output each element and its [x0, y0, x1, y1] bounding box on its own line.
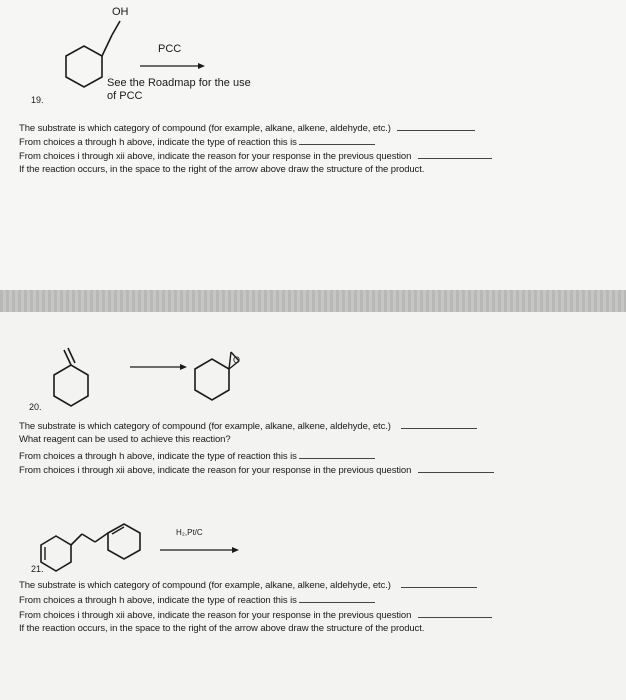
- q20-product-ring: [195, 359, 229, 400]
- q20-arrowhead: [180, 364, 187, 370]
- q19-line-3: From choices i through xii above, indicate the reason for your response in the previous question: [19, 149, 492, 162]
- q19-answer-blank-2[interactable]: [299, 135, 375, 145]
- q21-line-1: The substrate is which category of compound (for example, alkane, alkene, aldehyde, etc.): [19, 578, 477, 591]
- q20-q21-reaction-schemes: [0, 312, 626, 700]
- q21-arrowhead: [232, 547, 239, 553]
- q20-answer-blank-3[interactable]: [299, 449, 375, 459]
- q19-answer-blank-3[interactable]: [418, 149, 492, 159]
- q21-chain-3: [95, 533, 108, 542]
- q19-arrowhead: [198, 63, 205, 69]
- question-19-panel: [0, 0, 626, 290]
- q21-answer-blank-3[interactable]: [418, 608, 492, 618]
- q21-line-4: If the reaction occurs, in the space to the right of the arrow above draw the structure of the product.: [19, 623, 425, 634]
- q19-note-line1: See the Roadmap for the use: [107, 77, 251, 89]
- q19-line-4: If the reaction occurs, in the space to the right of the arrow above draw the structure of the product.: [19, 164, 425, 175]
- q19-line-2: From choices a through h above, indicate the type of reaction this is: [19, 135, 375, 148]
- q21-line-2: From choices a through h above, indicate the type of reaction this is: [19, 593, 375, 606]
- q20-answer-blank-1[interactable]: [401, 419, 477, 429]
- q19-chain-bond-2: [112, 21, 120, 35]
- q21-chain-1: [71, 534, 82, 545]
- q20-epoxide-o-label: O: [233, 355, 241, 365]
- q19-cyclohexane-ring: [66, 46, 102, 87]
- q20-line-1: The substrate is which category of compound (for example, alkane, alkene, aldehyde, etc.): [19, 419, 477, 432]
- page-divider: [0, 290, 626, 312]
- q19-number: 19.: [31, 95, 44, 105]
- q19-answer-blank-1[interactable]: [397, 121, 475, 131]
- q21-answer-blank-1[interactable]: [401, 578, 477, 588]
- q19-line-1: The substrate is which category of compound (for example, alkane, alkene, aldehyde, etc.): [19, 121, 475, 134]
- q21-reagent-label: H₂,Pt/C: [176, 528, 203, 537]
- q20-line-3: From choices a through h above, indicate the type of reaction this is: [19, 449, 375, 462]
- q20-substrate-ring: [54, 365, 88, 406]
- q20-answer-blank-4[interactable]: [418, 463, 494, 473]
- q19-chain-bond-1: [102, 35, 112, 56]
- q21-line-3: From choices i through xii above, indicate the reason for your response in the previous question: [19, 608, 492, 621]
- q21-ring-right: [108, 524, 140, 559]
- q20-line-2: What reagent can be used to achieve this reaction?: [19, 434, 231, 445]
- q20-number: 20.: [29, 402, 42, 412]
- q19-oh-label: OH: [112, 6, 129, 18]
- q19-reagent-label: PCC: [158, 43, 182, 55]
- q20-epoxide-bond-1: [229, 352, 231, 369]
- q21-answer-blank-2[interactable]: [299, 593, 375, 603]
- q21-number: 21.: [31, 564, 44, 574]
- q20-line-4: From choices i through xii above, indicate the reason for your response in the previous question: [19, 463, 494, 476]
- q21-chain-2: [82, 534, 95, 542]
- q19-note-line2: of PCC: [107, 90, 143, 102]
- question-20-21-panel: [0, 312, 626, 700]
